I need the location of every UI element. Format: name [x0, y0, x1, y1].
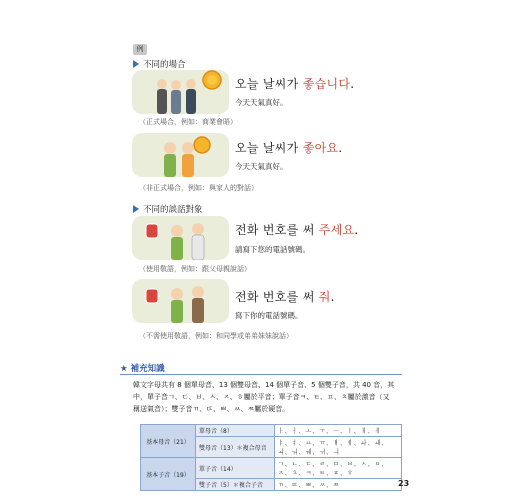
table-category: 基本母音（21） — [141, 425, 196, 458]
illustration-classmate-phone — [132, 279, 229, 323]
section-heading-interlocutor — [133, 203, 203, 215]
table-value: ㅏ、ㅓ、ㅗ、ㅜ、ㅡ、ㅣ、ㅐ、ㅔ — [275, 425, 402, 437]
table-subcategory: 單子音（14） — [196, 458, 275, 479]
chinese-translation: 請寫下您的電話號碼。 — [235, 245, 310, 254]
table-subcategory: 雙母音（13）＊複合母音 — [196, 437, 275, 458]
knowledge-paragraph-line: 稱送氣音）；雙子音ㄲ、ㄸ、ㅃ、ㅆ、ㅉ屬於硬音。 — [133, 405, 290, 413]
business-meeting-illustration-icon — [132, 70, 229, 114]
illustration-business-meeting — [132, 70, 229, 114]
table-value: ㄱ、ㄴ、ㄷ、ㄹ、ㅁ、ㅂ、ㅅ、ㅇ、ㅈ、ㅊ、ㅋ、ㅌ、ㅍ、ㅎ — [275, 458, 402, 479]
table-row — [141, 458, 402, 479]
parent-phone-illustration-icon — [132, 216, 229, 260]
knowledge-paragraph-line: 韓文字母共有 8 個單母音、13 個雙母音、14 個單子音、5 個雙子音，共 40 音，其 — [133, 381, 395, 389]
table-value: ㄲ、ㄸ、ㅃ、ㅆ、ㅉ — [275, 479, 402, 491]
page-number: 23 — [398, 479, 410, 488]
knowledge-heading: ★ 補充知識 — [120, 364, 165, 374]
triangle-bullet-icon — [133, 60, 139, 68]
star-icon: ★ — [120, 364, 128, 374]
table-value: ㅑ、ㅕ、ㅛ、ㅠ、ㅒ、ㅖ、ㅘ、ㅙ、ㅚ、ㅝ、ㅞ、ㅟ、ㅢ — [275, 437, 402, 458]
caption: （使用敬語，例如：跟父母親說話） — [139, 265, 251, 273]
korean-sentence: 오늘 날씨가 좋아요. — [235, 141, 343, 155]
korean-sentence: 오늘 날씨가 좋습니다. — [235, 77, 355, 91]
caption: （不需使用敬語，例如：和同學或弟弟妹妹說話） — [139, 332, 293, 340]
table-subcategory: 單母音（8） — [196, 425, 275, 437]
table-subcategory: 雙子音（5）＊複合子音 — [196, 479, 275, 491]
knowledge-paragraph-line: 中，單子音ㄱ、ㄷ、ㅂ、ㅅ、ㅈ、ㅎ屬於平音；單子音ㅋ、ㅌ、ㅍ、ㅊ屬於激音（又 — [133, 393, 390, 401]
chinese-translation: 寫下你的電話號碼。 — [235, 311, 303, 320]
table-category: 基本子音（19） — [141, 458, 196, 491]
table-row — [141, 425, 402, 437]
caption: （非正式場合，例如：與家人的對話） — [139, 184, 258, 192]
letters-table — [140, 424, 402, 491]
family-chat-illustration-icon — [132, 133, 229, 177]
chinese-translation: 今天天氣真好。 — [235, 162, 288, 171]
section-heading-text: 不同的場合 — [143, 60, 186, 70]
illustration-family-chat — [132, 133, 229, 177]
korean-sentence: 전화 번호를 써 줘. — [235, 290, 335, 304]
section-heading-occasions — [133, 58, 186, 70]
knowledge-divider — [120, 374, 402, 375]
example-badge: 例 — [133, 44, 147, 55]
triangle-bullet-icon — [133, 205, 139, 213]
chinese-translation: 今天天氣真好。 — [235, 98, 288, 107]
illustration-parent-phone — [132, 216, 229, 260]
section-heading-text: 不同的談話對象 — [143, 205, 203, 215]
korean-sentence: 전화 번호를 써 주세요. — [235, 223, 359, 237]
classmate-phone-illustration-icon — [132, 279, 229, 323]
caption: （正式場合，例如：商業會晤） — [139, 118, 237, 126]
